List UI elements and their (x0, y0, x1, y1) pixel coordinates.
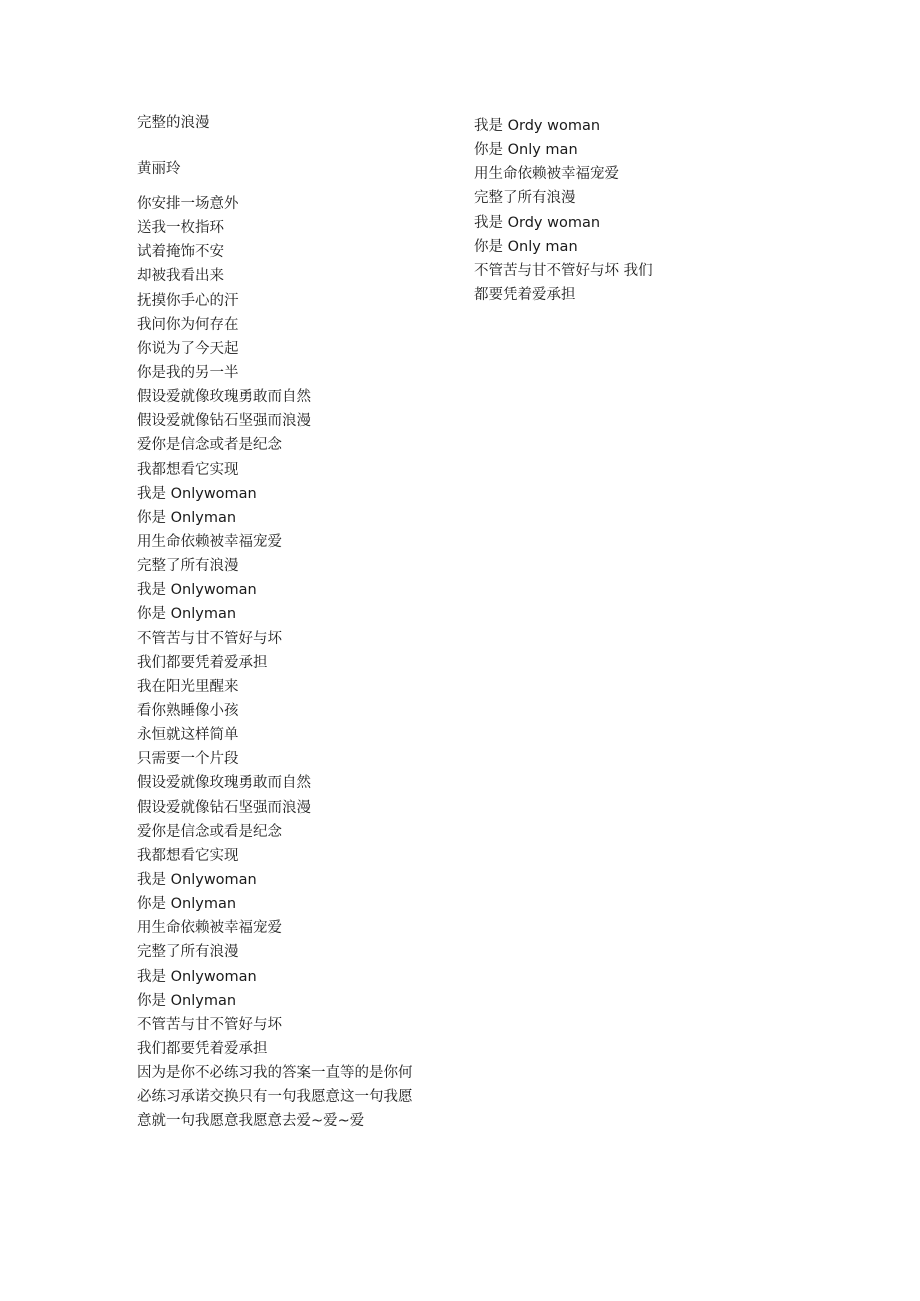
lyric-line: 你是 Only man (474, 238, 578, 255)
lyric-line: 不管苦与甘不管好与坏 我们 (474, 262, 653, 279)
lyric-line: 看你熟睡像小孩 (137, 702, 239, 719)
lyric-line: 因为是你不必练习我的答案一直等的是你何 (137, 1065, 413, 1082)
lyric-line: 永恒就这样简单 (137, 727, 239, 744)
lyric-line: 用生命依赖被幸福宠爱 (137, 533, 282, 550)
lyric-line: 用生命依赖被幸福宠爱 (137, 920, 282, 937)
lyric-line: 完整了所有浪漫 (474, 190, 576, 207)
lyric-line: 试着掩饰不安 (137, 244, 224, 261)
lyric-line: 我都想看它实现 (137, 461, 239, 478)
lyric-line: 假设爱就像玫瑰勇敢而自然 (137, 389, 311, 406)
lyric-line: 不管苦与甘不管好与坏 (137, 630, 282, 647)
lyric-line: 假设爱就像钻石坚强而浪漫 (137, 799, 311, 816)
lyric-line: 我是 Onlywoman (137, 968, 257, 985)
lyric-line: 必练习承诺交换只有一句我愿意这一句我愿 (137, 1089, 413, 1106)
lyric-line: 只需要一个片段 (137, 751, 239, 768)
lyric-line: 爱你是信念或者是纪念 (137, 437, 282, 454)
lyric-line: 我们都要凭着爱承担 (137, 1040, 268, 1057)
lyric-line: 抚摸你手心的汗 (137, 292, 239, 309)
song-artist: 黄丽玲 (137, 161, 181, 177)
lyric-line: 我们都要凭着爱承担 (137, 654, 268, 671)
lyric-line: 送我一枚指环 (137, 220, 224, 237)
lyric-line: 我是 Onlywoman (137, 871, 257, 888)
lyric-line: 我在阳光里醒来 (137, 678, 239, 695)
lyric-line: 假设爱就像钻石坚强而浪漫 (137, 413, 311, 430)
lyric-line: 我是 Onlywoman (137, 582, 257, 599)
lyric-line: 却被我看出来 (137, 268, 224, 285)
lyric-line: 我是 Ordy woman (474, 214, 601, 231)
lyric-line: 你是 Onlyman (137, 509, 237, 526)
lyrics-left-column (137, 192, 437, 1133)
song-title: 完整的浪漫 (137, 115, 210, 131)
lyric-line: 你是我的另一半 (137, 364, 239, 381)
lyric-line: 我是 Ordy woman (474, 118, 601, 134)
lyric-line: 意就一句我愿意我愿意去爱~爱~爱 (137, 1113, 365, 1130)
lyric-line: 我都想看它实现 (137, 847, 239, 864)
lyric-line: 我是 Onlywoman (137, 485, 257, 502)
lyrics-right-column (474, 114, 774, 307)
lyric-line: 我问你为何存在 (137, 316, 239, 333)
lyric-line: 你说为了今天起 (137, 340, 239, 357)
lyric-line: 不管苦与甘不管好与坏 (137, 1016, 282, 1033)
lyric-line: 完整了所有浪漫 (137, 558, 239, 575)
lyric-line: 你安排一场意外 (137, 196, 239, 212)
lyric-line: 你是 Onlyman (137, 606, 237, 623)
lyric-line: 你是 Onlyman (137, 896, 237, 913)
lyric-line: 都要凭着爱承担 (474, 286, 576, 303)
lyric-line: 爱你是信念或看是纪念 (137, 823, 282, 840)
lyric-line: 假设爱就像玫瑰勇敢而自然 (137, 775, 311, 792)
lyric-line: 用生命依赖被幸福宠爱 (474, 166, 619, 183)
lyric-line: 你是 Onlyman (137, 992, 237, 1009)
lyric-line: 完整了所有浪漫 (137, 944, 239, 961)
lyric-line: 你是 Only man (474, 142, 578, 159)
